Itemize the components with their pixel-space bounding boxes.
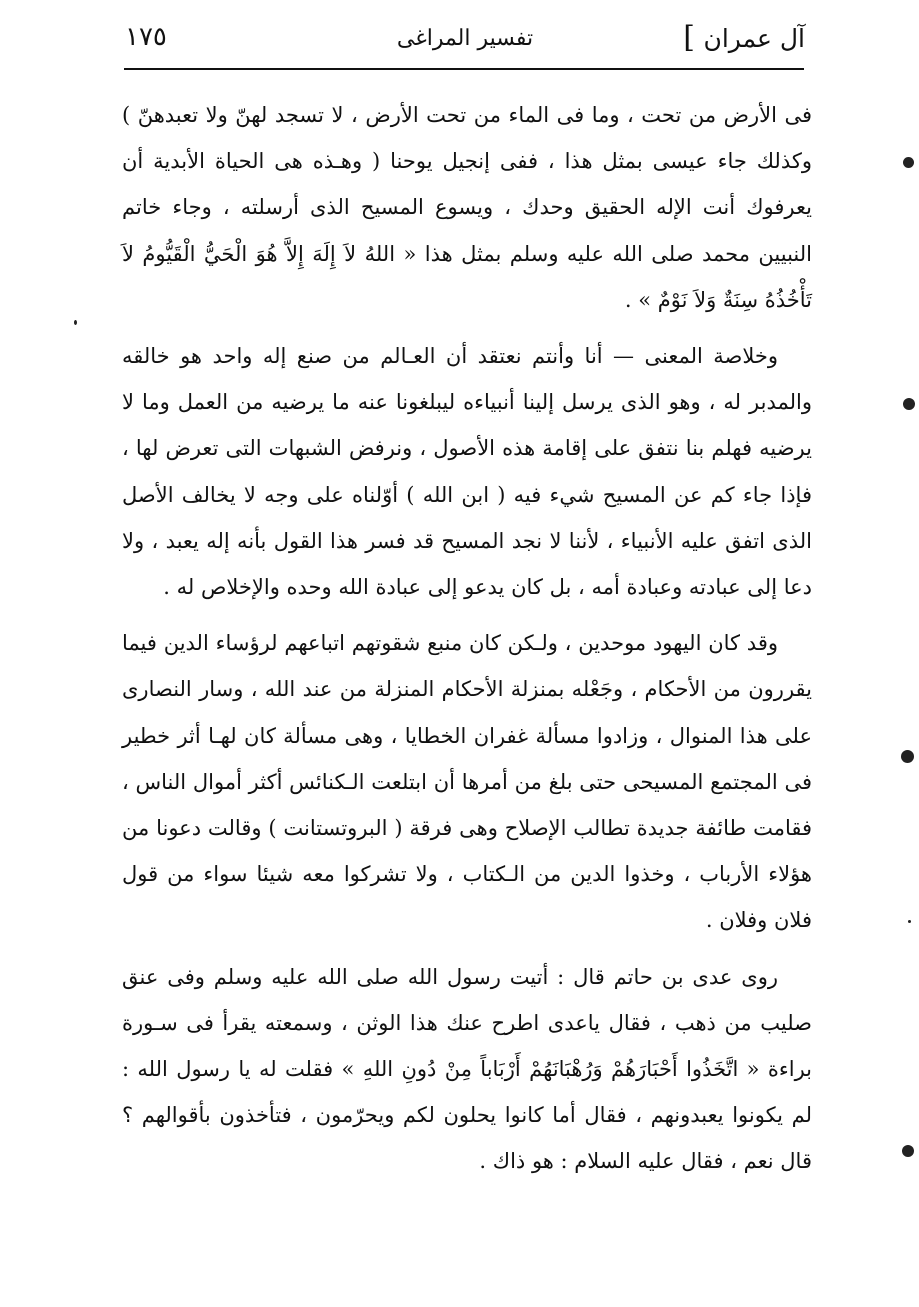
- scan-speck: [74, 320, 77, 325]
- scan-speck: [901, 750, 914, 763]
- paragraph: روى عدى بن حاتم قال : أتيت رسول الله صلى الله عليه وسلم وفى عنق صليب من ذهب ، فقال ياعدى اطرح عنك هذا الوثن ، وسمعته يقرأ فى سـورة براءة « اتَّخَذُوا أَحْبَارَهُمْ وَرُهْبَانَهُمْ أَرْبَاباً مِنْ دُونِ اللهِ » فقلت له يا رسول الله : لم يكونوا يعبدونهم ، فقال أما كانوا يحلون لكم ويحرّمون ، فتأخذون بأقوالهم ؟ قال نعم ، فقال عليه السلام : هو ذاك .: [122, 964, 812, 1174]
- paragraph: فى الأرض من تحت ، وما فى الماء من تحت الأرض ، لا تسجد لهنّ ولا تعبدهنّ ) وكذلك جاء عيسى بمثل هذا ، ففى إنجيل يوحنا ( وهـذه هى الحياة الأبدية أن يعرفوك أنت الإله الحقيق وحدك ، ويسوع المسيح الذى أرسلته ، وجاء خاتم النبيين محمد صلى الله عليه وسلم بمثل هذا « اللهُ لاَ إِلَهَ إِلاَّ هُوَ الْحَيُّ الْقَيُّومُ لاَ تَأْخُذُهُ سِنَةٌ وَلاَ نَوْمٌ » .: [122, 103, 812, 312]
- scan-speck: [903, 398, 915, 410]
- scan-speck: [903, 157, 914, 168]
- page-header: [125, 18, 805, 64]
- scan-speck: [902, 1145, 914, 1157]
- body-text: [122, 92, 812, 1185]
- page-number: ١٧٥: [125, 22, 167, 52]
- scan-speck: [908, 920, 911, 923]
- header-rule: [124, 68, 804, 70]
- book-title: تفسير المراغى: [396, 26, 534, 51]
- header-bracket: ]: [683, 20, 695, 55]
- surah-title: آل عمران: [703, 24, 805, 53]
- paragraph: وقد كان اليهود موحدين ، ولـكن كان منبع شقوتهم اتباعهم لرؤساء الدين فيما يقررون من الأحكام ، وجَعْله بمنزلة الأحكام المنزلة من عند الله ، وسار النصارى على هذا المنوال ، وزادوا مسألة غفران الخطايا ، وهى مسألة كان لهـا أثر خطير فى المجتمع المسيحى حتى بلغ من أمرها أن ابتلعت الـكنائس أكثر أموال الناس ، فقامت طائفة جديدة تطالب الإصلاح وهى فرقة ( البروتستانت ) وقالت دعونا من هؤلاء الأرباب ، وخذوا الدين من الـكتاب ، ولا تشركوا معه شيئا سواء من قول فلان وفلان .: [122, 631, 812, 933]
- paragraph: وخلاصة المعنى — أنا وأنتم نعتقد أن العـالم من صنع إله واحد هو خالقه والمدبر له ، وهو الذى يرسل إلينا أنبياءه ليبلغونا عنه ما يرضيه من العمل وما لا يرضيه فهلم بنا نتفق على إقامة هذه الأصول ، ونرفض الشبهات التى تعرض لها ، فإذا جاء كم عن المسيح شيء فيه ( ابن الله ) أوّلناه على وجه لا يخالف الأصل الذى اتفق عليه الأنبياء ، لأننا لا نجد المسيح قد فسر هذا القول بأنه إله يعبد ، ولا دعا إلى عبادته وعبادة أمه ، بل كان يدعو إلى عبادة الله وحده والإخلاص له .: [122, 344, 812, 600]
